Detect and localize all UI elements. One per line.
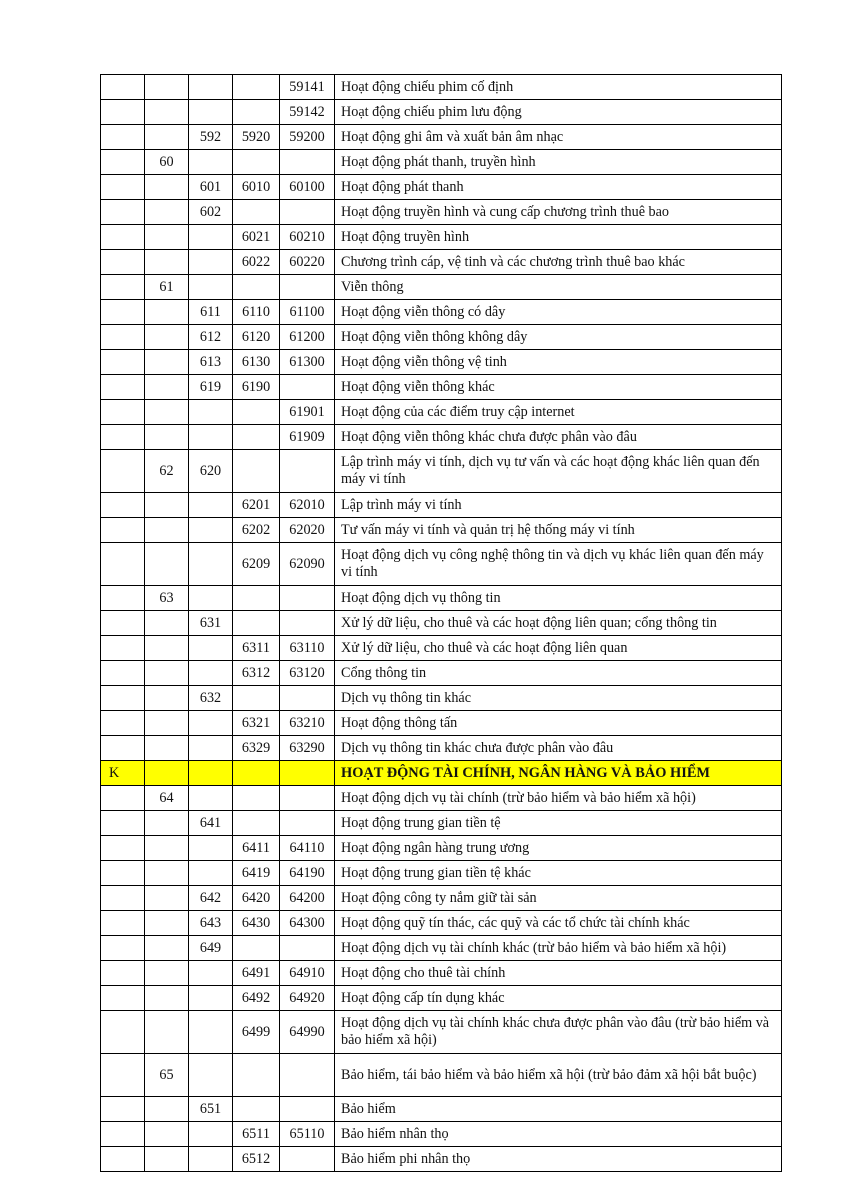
level3-code [189, 586, 233, 611]
level1-code [101, 375, 145, 400]
section-letter: K [101, 761, 145, 786]
level5-code [280, 761, 335, 786]
level2-code [145, 886, 189, 911]
activity-name: Tư vấn máy vi tính và quản trị hệ thống máy vi tính [335, 518, 782, 543]
level4-code [233, 586, 280, 611]
table-row [101, 300, 782, 325]
table-row [101, 861, 782, 886]
level2-code [145, 1122, 189, 1147]
activity-name: Viễn thông [335, 275, 782, 300]
level1-code [101, 736, 145, 761]
level5-code [280, 686, 335, 711]
level4-code: 6021 [233, 225, 280, 250]
activity-name: Hoạt động cấp tín dụng khác [335, 986, 782, 1011]
level5-code: 59141 [280, 75, 335, 100]
level2-code: 64 [145, 786, 189, 811]
level5-code [280, 611, 335, 636]
level2-code [145, 493, 189, 518]
level3-code: 619 [189, 375, 233, 400]
level3-code [189, 1054, 233, 1097]
table-row [101, 811, 782, 836]
table-row [101, 225, 782, 250]
level1-code [101, 586, 145, 611]
table-row [101, 711, 782, 736]
level1-code [101, 200, 145, 225]
level4-code: 6491 [233, 961, 280, 986]
level1-code [101, 325, 145, 350]
level2-code [145, 1147, 189, 1172]
level1-code [101, 100, 145, 125]
level3-code: 641 [189, 811, 233, 836]
activity-name: Hoạt động truyền hình [335, 225, 782, 250]
level1-code [101, 150, 145, 175]
level3-code [189, 150, 233, 175]
activity-name: Hoạt động viễn thông có dây [335, 300, 782, 325]
level5-code: 61200 [280, 325, 335, 350]
level2-code [145, 761, 189, 786]
level3-code: 632 [189, 686, 233, 711]
table-row [101, 450, 782, 493]
level3-code [189, 836, 233, 861]
activity-name: Dịch vụ thông tin khác [335, 686, 782, 711]
level2-code [145, 75, 189, 100]
level4-code [233, 200, 280, 225]
activity-name: Hoạt động chiếu phim lưu động [335, 100, 782, 125]
level3-code: 601 [189, 175, 233, 200]
level5-code [280, 586, 335, 611]
table-row [101, 518, 782, 543]
level1-code [101, 425, 145, 450]
level5-code [280, 375, 335, 400]
activity-name: Cổng thông tin [335, 661, 782, 686]
level4-code: 6209 [233, 543, 280, 586]
level2-code: 61 [145, 275, 189, 300]
level2-code: 60 [145, 150, 189, 175]
level4-code: 6311 [233, 636, 280, 661]
level5-code: 62090 [280, 543, 335, 586]
level5-code: 61100 [280, 300, 335, 325]
table-row [101, 586, 782, 611]
activity-name: Hoạt động dịch vụ tài chính (trừ bảo hiểm và bảo hiểm xã hội) [335, 786, 782, 811]
level2-code [145, 1011, 189, 1054]
level4-code: 6010 [233, 175, 280, 200]
level2-code [145, 1097, 189, 1122]
table-row [101, 1097, 782, 1122]
level1-code [101, 275, 145, 300]
level2-code [145, 686, 189, 711]
level1-code [101, 543, 145, 586]
level2-code [145, 611, 189, 636]
level5-code [280, 1054, 335, 1097]
level2-code [145, 861, 189, 886]
level5-code: 64190 [280, 861, 335, 886]
level3-code: 642 [189, 886, 233, 911]
table-row [101, 375, 782, 400]
activity-name: Hoạt động viễn thông vệ tinh [335, 350, 782, 375]
level2-code [145, 200, 189, 225]
level5-code [280, 1147, 335, 1172]
level4-code [233, 100, 280, 125]
level4-code [233, 761, 280, 786]
level2-code [145, 325, 189, 350]
level2-code [145, 250, 189, 275]
table-row [101, 786, 782, 811]
level1-code [101, 661, 145, 686]
level3-code: 651 [189, 1097, 233, 1122]
table-row [101, 175, 782, 200]
level1-code [101, 961, 145, 986]
activity-name: Hoạt động viễn thông không dây [335, 325, 782, 350]
level5-code [280, 150, 335, 175]
table-row [101, 350, 782, 375]
activity-name: Hoạt động quỹ tín thác, các quỹ và các tổ chức tài chính khác [335, 911, 782, 936]
level1-code [101, 836, 145, 861]
level4-code: 6312 [233, 661, 280, 686]
level4-code: 6321 [233, 711, 280, 736]
level4-code: 6511 [233, 1122, 280, 1147]
activity-name: Hoạt động cho thuê tài chính [335, 961, 782, 986]
activity-name: Bảo hiểm, tái bảo hiểm và bảo hiểm xã hội (trừ bảo đảm xã hội bắt buộc) [335, 1054, 782, 1097]
level5-code: 64300 [280, 911, 335, 936]
table-row [101, 1122, 782, 1147]
level5-code [280, 275, 335, 300]
level3-code [189, 493, 233, 518]
level3-code [189, 711, 233, 736]
activity-name: Hoạt động dịch vụ công nghệ thông tin và dịch vụ khác liên quan đến máy vi tính [335, 543, 782, 586]
level2-code [145, 961, 189, 986]
level2-code [145, 125, 189, 150]
level5-code: 61909 [280, 425, 335, 450]
level3-code: 613 [189, 350, 233, 375]
level2-code [145, 375, 189, 400]
activity-name: Hoạt động ngân hàng trung ương [335, 836, 782, 861]
table-row [101, 150, 782, 175]
level4-code: 6120 [233, 325, 280, 350]
level2-code [145, 711, 189, 736]
level1-code [101, 1054, 145, 1097]
level5-code [280, 450, 335, 493]
level2-code [145, 736, 189, 761]
table-row [101, 400, 782, 425]
level1-code [101, 1122, 145, 1147]
level2-code [145, 836, 189, 861]
level5-code: 62010 [280, 493, 335, 518]
table-row [101, 250, 782, 275]
level3-code [189, 636, 233, 661]
activity-name: Dịch vụ thông tin khác chưa được phân vào đâu [335, 736, 782, 761]
level1-code [101, 400, 145, 425]
table-row [101, 636, 782, 661]
level4-code: 6202 [233, 518, 280, 543]
level4-code [233, 400, 280, 425]
level4-code [233, 1054, 280, 1097]
level4-code [233, 936, 280, 961]
level3-code: 592 [189, 125, 233, 150]
level2-code [145, 936, 189, 961]
level3-code [189, 543, 233, 586]
activity-name: Hoạt động công ty nắm giữ tài sản [335, 886, 782, 911]
level2-code [145, 911, 189, 936]
level5-code: 63110 [280, 636, 335, 661]
level3-code [189, 1147, 233, 1172]
table-row [101, 100, 782, 125]
table-row [101, 125, 782, 150]
level4-code: 6419 [233, 861, 280, 886]
level1-code [101, 861, 145, 886]
level2-code [145, 175, 189, 200]
level1-code [101, 225, 145, 250]
table-row [101, 886, 782, 911]
level4-code: 6411 [233, 836, 280, 861]
level3-code [189, 75, 233, 100]
level1-code [101, 611, 145, 636]
level3-code: 620 [189, 450, 233, 493]
activity-name: Hoạt động dịch vụ tài chính khác (trừ bảo hiểm và bảo hiểm xã hội) [335, 936, 782, 961]
level1-code [101, 450, 145, 493]
level2-code [145, 811, 189, 836]
level1-code [101, 1011, 145, 1054]
level4-code [233, 275, 280, 300]
level3-code [189, 100, 233, 125]
level3-code [189, 736, 233, 761]
level5-code: 64990 [280, 1011, 335, 1054]
section-row [101, 761, 782, 786]
table-row [101, 1054, 782, 1097]
activity-name: Hoạt động phát thanh, truyền hình [335, 150, 782, 175]
level3-code [189, 961, 233, 986]
industry-code-table [100, 74, 782, 1172]
level4-code [233, 786, 280, 811]
level2-code [145, 425, 189, 450]
level5-code: 64910 [280, 961, 335, 986]
table-row [101, 911, 782, 936]
level1-code [101, 686, 145, 711]
level1-code [101, 786, 145, 811]
activity-name: Xử lý dữ liệu, cho thuê và các hoạt động liên quan [335, 636, 782, 661]
level2-code: 63 [145, 586, 189, 611]
level3-code: 611 [189, 300, 233, 325]
activity-name: Bảo hiểm phi nhân thọ [335, 1147, 782, 1172]
level5-code: 63210 [280, 711, 335, 736]
activity-name: Hoạt động chiếu phim cố định [335, 75, 782, 100]
level2-code [145, 225, 189, 250]
level1-code [101, 636, 145, 661]
level3-code [189, 400, 233, 425]
level2-code [145, 543, 189, 586]
level1-code [101, 936, 145, 961]
level2-code: 62 [145, 450, 189, 493]
level4-code: 6110 [233, 300, 280, 325]
level1-code [101, 518, 145, 543]
level3-code [189, 1011, 233, 1054]
level5-code: 62020 [280, 518, 335, 543]
table-row [101, 686, 782, 711]
table-row [101, 75, 782, 100]
section-title: HOẠT ĐỘNG TÀI CHÍNH, NGÂN HÀNG VÀ BẢO HIỂM [335, 761, 782, 786]
table-row [101, 543, 782, 586]
level2-code: 65 [145, 1054, 189, 1097]
level4-code [233, 811, 280, 836]
level5-code [280, 1097, 335, 1122]
level4-code: 6201 [233, 493, 280, 518]
table-row [101, 936, 782, 961]
table-row [101, 1011, 782, 1054]
level4-code [233, 611, 280, 636]
level4-code [233, 425, 280, 450]
activity-name: Chương trình cáp, vệ tinh và các chương trình thuê bao khác [335, 250, 782, 275]
level4-code: 6190 [233, 375, 280, 400]
level3-code [189, 861, 233, 886]
level2-code [145, 100, 189, 125]
level4-code: 5920 [233, 125, 280, 150]
level1-code [101, 1097, 145, 1122]
level3-code [189, 518, 233, 543]
table-row [101, 425, 782, 450]
level1-code [101, 300, 145, 325]
level1-code [101, 175, 145, 200]
level4-code [233, 450, 280, 493]
level1-code [101, 986, 145, 1011]
level3-code: 643 [189, 911, 233, 936]
activity-name: Lập trình máy vi tính, dịch vụ tư vấn và các hoạt động khác liên quan đến máy vi tính [335, 450, 782, 493]
level3-code: 602 [189, 200, 233, 225]
level5-code: 60210 [280, 225, 335, 250]
level3-code [189, 250, 233, 275]
activity-name: Hoạt động truyền hình và cung cấp chương trình thuê bao [335, 200, 782, 225]
level2-code [145, 986, 189, 1011]
level2-code [145, 661, 189, 686]
level1-code [101, 711, 145, 736]
level5-code: 61901 [280, 400, 335, 425]
level4-code: 6512 [233, 1147, 280, 1172]
activity-name: Hoạt động thông tấn [335, 711, 782, 736]
level2-code [145, 518, 189, 543]
level1-code [101, 75, 145, 100]
activity-name: Hoạt động dịch vụ thông tin [335, 586, 782, 611]
level4-code: 6430 [233, 911, 280, 936]
level5-code [280, 786, 335, 811]
level4-code: 6499 [233, 1011, 280, 1054]
level3-code [189, 786, 233, 811]
level4-code: 6492 [233, 986, 280, 1011]
level1-code [101, 1147, 145, 1172]
level1-code [101, 125, 145, 150]
level4-code: 6329 [233, 736, 280, 761]
activity-name: Hoạt động phát thanh [335, 175, 782, 200]
level1-code [101, 250, 145, 275]
level5-code: 65110 [280, 1122, 335, 1147]
activity-name: Bảo hiểm nhân thọ [335, 1122, 782, 1147]
level3-code [189, 1122, 233, 1147]
level5-code [280, 936, 335, 961]
level3-code [189, 661, 233, 686]
level3-code [189, 425, 233, 450]
table-row [101, 961, 782, 986]
level5-code [280, 200, 335, 225]
activity-name: Bảo hiểm [335, 1097, 782, 1122]
table-row [101, 836, 782, 861]
level4-code [233, 150, 280, 175]
level3-code: 631 [189, 611, 233, 636]
level5-code: 59142 [280, 100, 335, 125]
level3-code [189, 986, 233, 1011]
level5-code: 64920 [280, 986, 335, 1011]
level3-code: 612 [189, 325, 233, 350]
table-row [101, 325, 782, 350]
table-row [101, 200, 782, 225]
level2-code [145, 636, 189, 661]
level5-code: 60100 [280, 175, 335, 200]
level5-code [280, 811, 335, 836]
level3-code [189, 761, 233, 786]
level5-code: 64200 [280, 886, 335, 911]
table-row [101, 493, 782, 518]
table-row [101, 986, 782, 1011]
level5-code: 59200 [280, 125, 335, 150]
table-row [101, 611, 782, 636]
level2-code [145, 300, 189, 325]
level4-code: 6130 [233, 350, 280, 375]
level4-code: 6420 [233, 886, 280, 911]
level1-code [101, 811, 145, 836]
level2-code [145, 400, 189, 425]
table-row [101, 275, 782, 300]
activity-name: Hoạt động ghi âm và xuất bản âm nhạc [335, 125, 782, 150]
level3-code [189, 275, 233, 300]
activity-name: Hoạt động viễn thông khác [335, 375, 782, 400]
level1-code [101, 493, 145, 518]
level4-code: 6022 [233, 250, 280, 275]
level5-code: 64110 [280, 836, 335, 861]
activity-name: Lập trình máy vi tính [335, 493, 782, 518]
activity-name: Hoạt động trung gian tiền tệ khác [335, 861, 782, 886]
level5-code: 61300 [280, 350, 335, 375]
level4-code [233, 1097, 280, 1122]
table-row [101, 661, 782, 686]
level5-code: 63120 [280, 661, 335, 686]
activity-name: Hoạt động trung gian tiền tệ [335, 811, 782, 836]
level5-code: 60220 [280, 250, 335, 275]
activity-name: Hoạt động dịch vụ tài chính khác chưa được phân vào đâu (trừ bảo hiểm và bảo hiểm xã hội) [335, 1011, 782, 1054]
activity-name: Hoạt động của các điểm truy cập internet [335, 400, 782, 425]
level3-code: 649 [189, 936, 233, 961]
level3-code [189, 225, 233, 250]
level2-code [145, 350, 189, 375]
activity-name: Xử lý dữ liệu, cho thuê và các hoạt động liên quan; cổng thông tin [335, 611, 782, 636]
level1-code [101, 911, 145, 936]
level1-code [101, 350, 145, 375]
table-row [101, 736, 782, 761]
table-row [101, 1147, 782, 1172]
level4-code [233, 75, 280, 100]
level5-code: 63290 [280, 736, 335, 761]
level1-code [101, 886, 145, 911]
activity-name: Hoạt động viễn thông khác chưa được phân vào đâu [335, 425, 782, 450]
level4-code [233, 686, 280, 711]
